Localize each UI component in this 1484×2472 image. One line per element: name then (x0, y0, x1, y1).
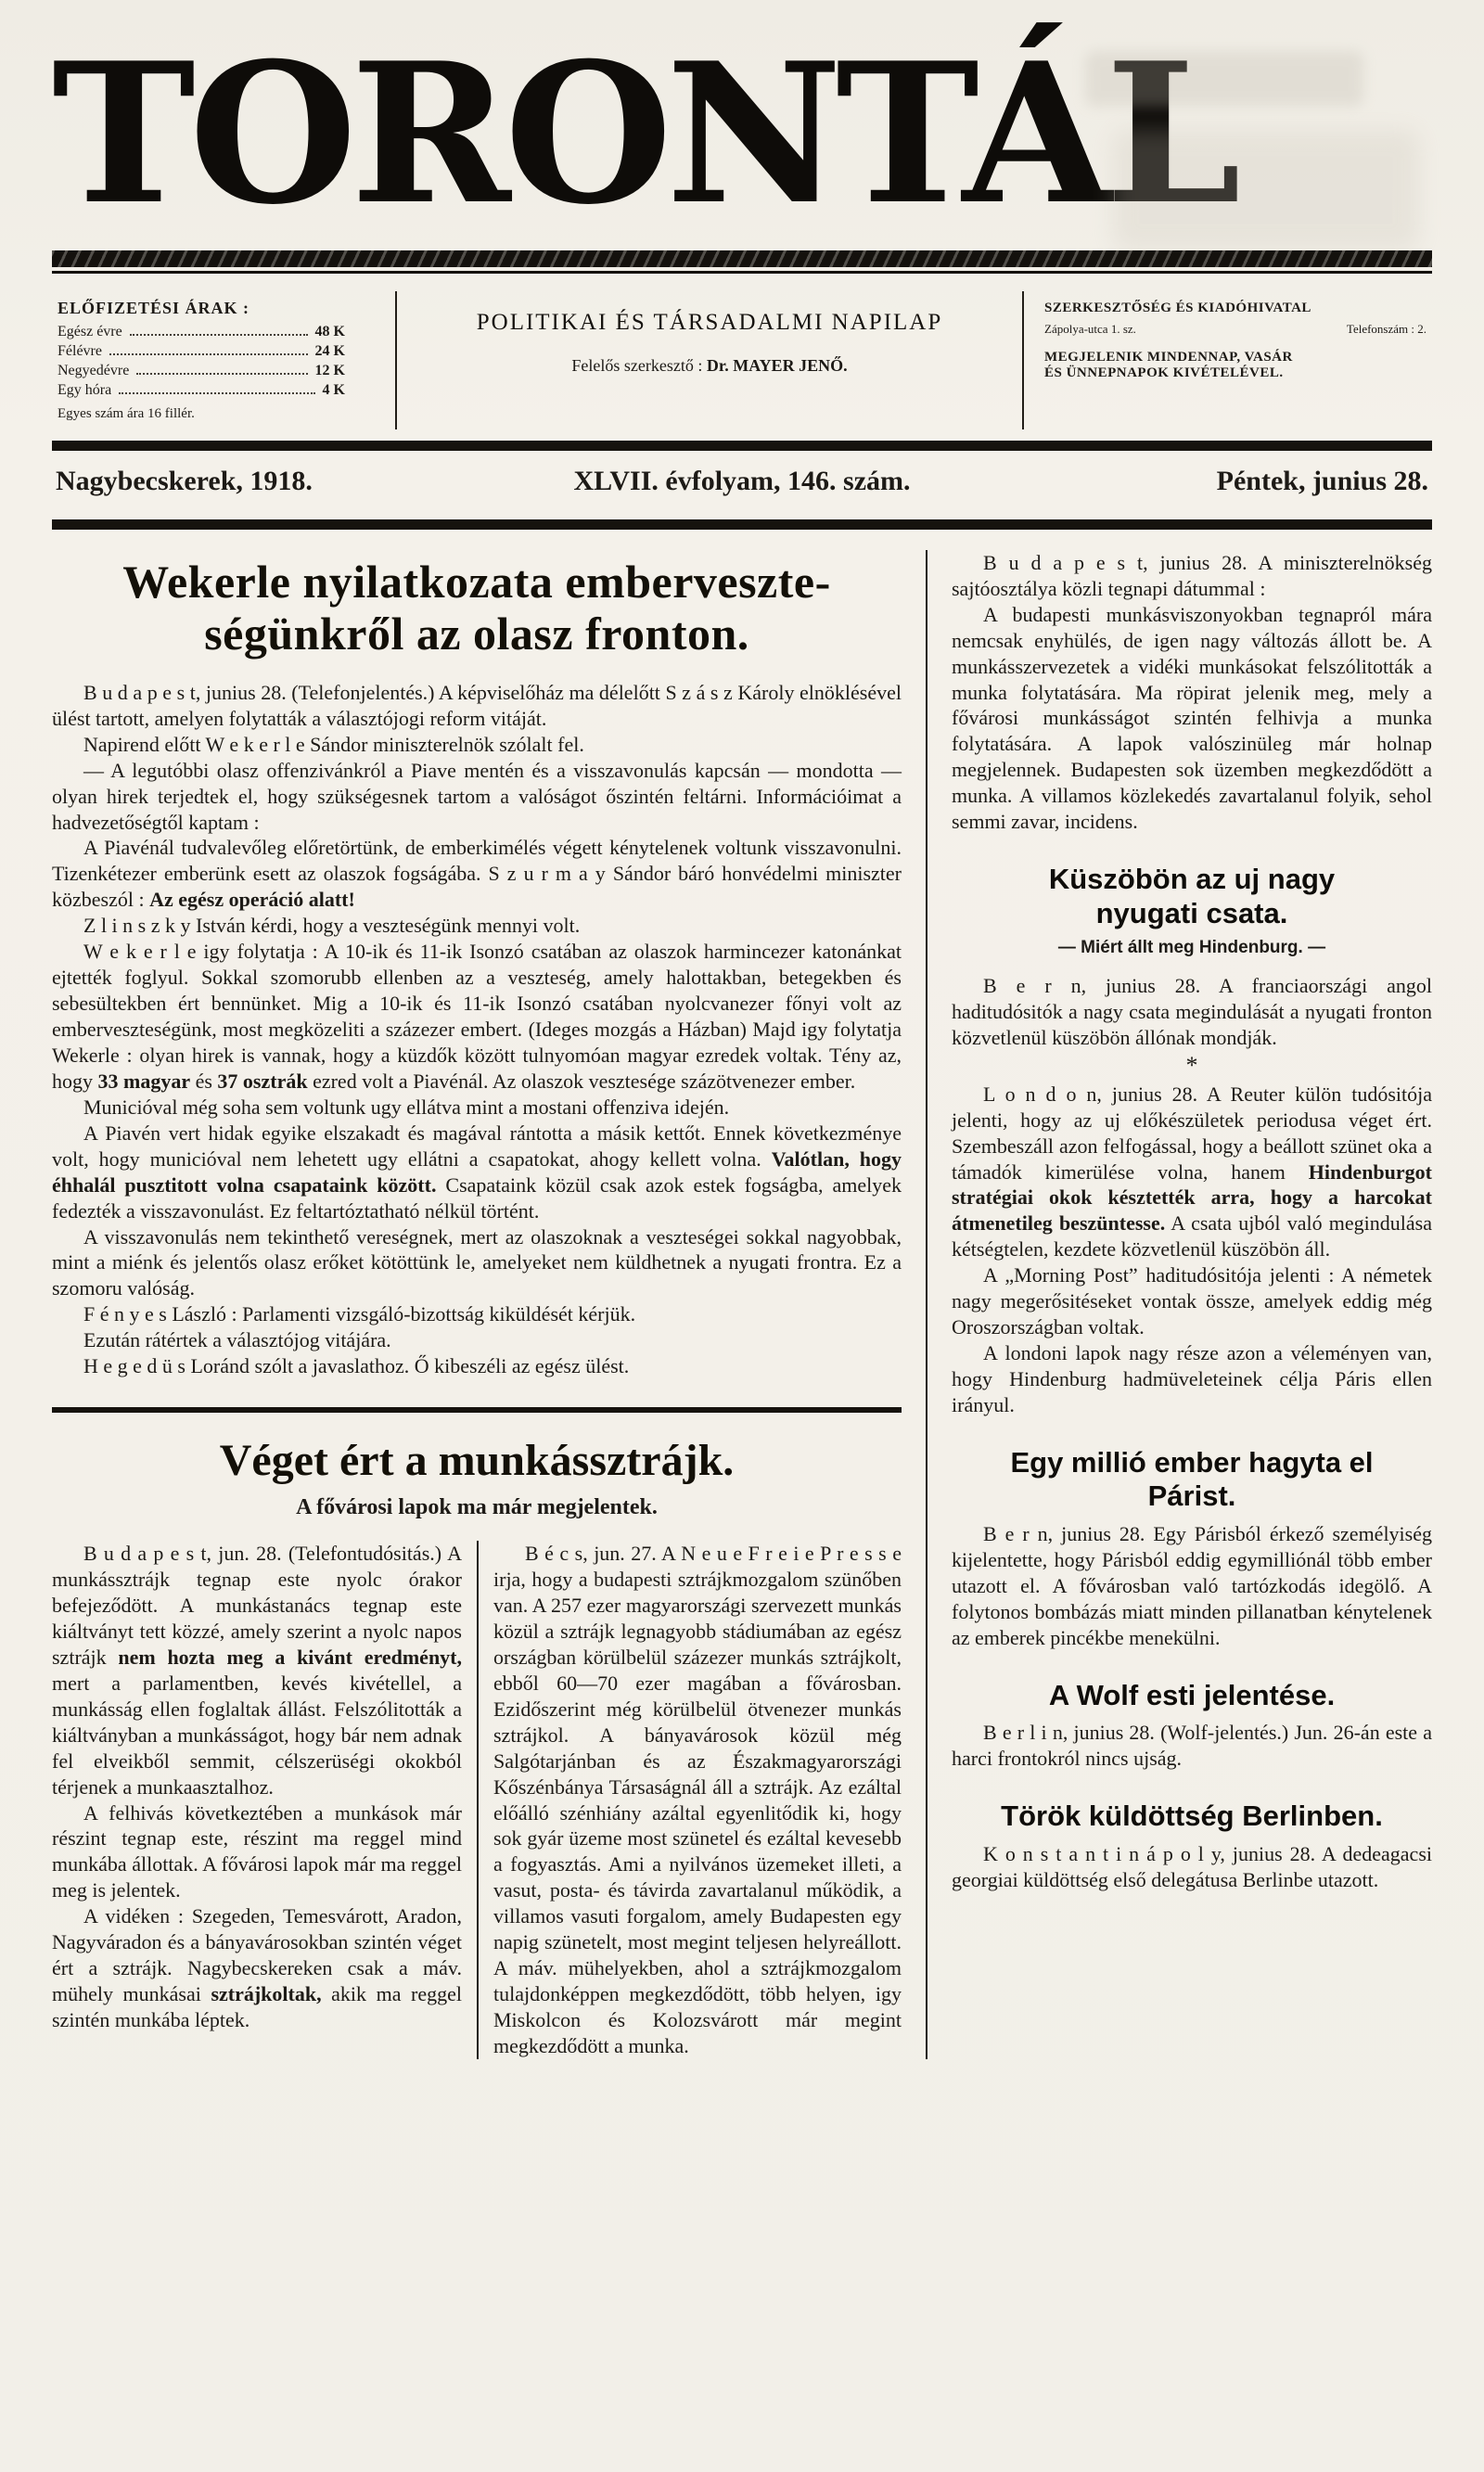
section-paris-exodus (952, 1446, 1432, 1651)
emphasized-text: nem hozta meg a kivánt eredményt, (118, 1645, 462, 1669)
editor-line (419, 356, 1000, 376)
paragraph (52, 732, 902, 758)
text-run: Municióval még soha sem voltunk ugy ellátva mint a mostani offenziva idején. (83, 1095, 730, 1119)
text-run: A Piavénál tudvalevőleg előretörtünk, de emberkimélés végett kénytelenek voltunk visszavonulni. Tizenkétezer emberünk esett az olaszok fogságába. S z u r m a y Sándor báró honvédelmi miniszter közbeszól : (52, 836, 902, 912)
article-strike (52, 1435, 902, 2059)
divider-rule (52, 441, 1432, 451)
text-run: A vidéken : Szegeden, Temesvárott, Aradon, Nagyváradon és a bányavárosokban szintén véget ért a sztrájk. Nagybecskereken csak a máv. mühely munkásai (52, 1904, 462, 2006)
article-title-line: Wekerle nyilatkozata emberveszte- (122, 555, 831, 608)
text-run: A „Morning Post” haditudósitója jelenti : A németek nagy megerősitéseket vontak össze, amelyek eddig még Oroszországban voltak. (952, 1263, 1432, 1339)
text-run: K o n s t a n t i n á p o l y, junius 28. A dedeagacsi georgiai küldöttség első delegátusa Berlinbe utazott. (952, 1841, 1432, 1891)
price-label: Egész évre (58, 323, 122, 339)
section-turkish-delegation (952, 1800, 1432, 1892)
emphasized-text: sztrájkoltak, (211, 1982, 322, 2006)
article-subtitle: A fővárosi lapok ma már megjelentek. (296, 1495, 658, 1520)
single-copy-price: Egyes szám ára 16 fillér. (58, 405, 195, 421)
paragraph (52, 758, 902, 836)
paragraph (952, 1082, 1432, 1263)
price-label: Egy hóra (58, 381, 112, 398)
price-value: 24 K (314, 342, 345, 359)
paragraph (952, 973, 1432, 1051)
text-run: Csapataink közül csak azok estek fogságba, amelyek fedezték a visszavonulást. Ez feltartóztatható nélkül történt. (52, 1172, 902, 1223)
article-columns (52, 1541, 902, 2059)
text-run: ezred volt a Piavénál. Az olaszok vesztesége százötvenezer ember. (307, 1069, 856, 1093)
main-column (52, 550, 926, 2059)
text-run: B é c s, jun. 27. A N e u e F r e i e P r e s s e irja, hogy a budapesti sztrájkmozgalom szünőben van. A 257 ezer magyarországi szervezett munkás közül a sztrájk legnagyobb stádiumában az egész országban körülbelül százezer munkás sztrájkolt, ebből 60—70 ezer magában a fővárosban. Ezidőszerint még körülbelül ötvenezer munkás sztrájkol. A bányavárosok közül még Salgótarjánban és az Északmagyarországi Kőszénbánya Társaságnál áll a sztrájk. Az ezáltal előálló szénhiány azáltal egyenlitődik ki, hogy sok gyár üzeme most szünetel és ezáltal kevesebb a fogyasztás. Ami a nyilvános üzemeket illeti, a vasut, posta- és távirda zavartalanul működik, a villamos vasuti forgalom, amely Budapesten egy napig szünetelt, most megint teljesen helyreállott. A máv. mühelyekben, ahol a sztrájkmozgalom tulajdonképpen megkezdődött, több helyen, igy Miskolcon és Kolozsvárott már megint megkezdődött a munka. (493, 1542, 902, 2057)
emphasized-text: 37 osztrák (217, 1069, 308, 1093)
price-label: Félévre (58, 342, 102, 359)
dateline (52, 451, 1432, 508)
text-run: Napirend előtt W e k e r l e Sándor miniszterelnök szólalt fel. (83, 732, 584, 756)
text-run: A londoni lapok nagy része azon a véleményen van, hogy Hindenburg hadmüveleteinek célja Páris ellen irányul. (952, 1341, 1432, 1416)
section-body (952, 973, 1432, 1418)
emphasized-text: Az egész operáció alatt! (149, 888, 355, 912)
text-run: Z l i n s z k y István kérdi, hogy a veszteségünk mennyi volt. (83, 914, 581, 938)
text-run: B u d a p e s t, junius 28. (Telefonjelentés.) A képviselőház ma délelőtt S z á s z Károly elnöklésével ülést tartott, amelyen folytatták a választójogi reform vitáját. (52, 680, 902, 730)
text-run: A csata ujból való megindulása kétségtelen, kezdete közvetlenül küszöbön áll. (952, 1211, 1432, 1262)
header-info-row (52, 291, 1432, 429)
paragraph (493, 1541, 902, 2059)
office-address-line (1044, 322, 1426, 337)
emphasized-text: Valótlan, hogy éhhalál pusztitott volna csapataink között. (52, 1146, 902, 1197)
paragraph (52, 1903, 462, 2033)
text-run: A Piavén vert hidak egyike elszakadt és magával rántotta a másik kettőt. Ennek következménye volt, hogy municióval nem lehetett ugy ellátni a csapatokat, ahogy kellett volna. (52, 1121, 902, 1171)
masthead-ornament-rule (52, 250, 1432, 267)
paragraph (52, 1541, 462, 1800)
paragraph (52, 913, 902, 939)
price-value: 48 K (314, 323, 345, 339)
dot-leader (119, 392, 314, 394)
divider-rule (52, 519, 1432, 530)
paper-type-box (395, 291, 1024, 429)
paragraph (52, 939, 902, 1095)
masthead-title: TORONTÁL (52, 21, 1235, 248)
price-label: Negyedévre (58, 362, 130, 378)
price-value: 12 K (314, 362, 345, 378)
article-title-line: ségünkről az olasz fronton. (204, 607, 749, 660)
office-address: Zápolya-utca 1. sz. (1044, 321, 1136, 336)
text-run: mert a parlamentben, kevés kivétellel, a munkásság ellen foglaltak állást. Felszólitották a kiáltványban a munkásságot, hogy bár nem adnak fel elveikből semmit, célszerüségi okokból térjenek a munkaasztalhoz. (52, 1671, 462, 1799)
paragraph (52, 1800, 462, 1904)
scan-artifact (1085, 51, 1363, 107)
dot-leader (130, 334, 308, 336)
paragraph (52, 1121, 902, 1224)
section-wolf-report (952, 1679, 1432, 1772)
price-value: 4 K (322, 381, 345, 398)
text-run: B e r l i n, junius 28. (Wolf-jelentés.) Jun. 26-án este a harci frontokról nincs ujság. (952, 1721, 1432, 1771)
office-phone: Telefonszám : 2. (1346, 321, 1426, 336)
subscription-title: ELŐFIZETÉSI ÁRAK : (58, 298, 250, 317)
paragraph (52, 835, 902, 913)
paragraph (952, 602, 1432, 835)
article-title: Véget ért a munkássztrájk. (219, 1436, 735, 1486)
emphasized-text: Hindenburgot stratégiai okok késztették arra, hogy a harcokat átmenetileg beszüntesse. (952, 1159, 1432, 1236)
article-wekerle (52, 556, 902, 1379)
text-run: B e r n, junius 28. Egy Párisból érkező személyiség kijelentette, hogy Párisból eddig egymilliónál több ember utazott el. A fővárosban való tartózkodás idegölő. A folytonos bombázás miatt minden pillanatban kénytelenek az emberek pincékbe menekülni. (952, 1522, 1432, 1649)
paragraph (952, 1521, 1432, 1651)
paper-type-line: POLITIKAI ÉS TÁRSADALMI NAPILAP (476, 309, 943, 335)
paragraph (52, 1095, 902, 1121)
text-run: L o n d o n, junius 28. A Reuter külön tudósitója jelenti, hogy az uj előkészületek periodusa véget ért. Szembeszáll azon felfogással, hogy a beállott szünet oka a támadók kimerülése volna, hanem (952, 1082, 1432, 1184)
subscription-box (52, 291, 395, 429)
text-run: H e g e d ü s Loránd szólt a javaslathoz. Ő kibeszéli az egész ülést. (83, 1354, 630, 1378)
section-body (952, 1841, 1432, 1893)
section-headline: A Wolf esti jelentése. (1048, 1678, 1336, 1711)
article-subcolumn-left (52, 1541, 477, 2059)
section-headline: Egy millió ember hagyta el Párist. (1010, 1445, 1374, 1513)
star-separator: * (1185, 1052, 1198, 1080)
section-body (952, 1521, 1432, 1651)
price-row (58, 382, 345, 399)
paragraph (52, 1224, 902, 1302)
article-subcolumn-right (477, 1541, 902, 2059)
paragraph (952, 1262, 1432, 1340)
text-run: — A legutóbbi olasz offenzivánkról a Piave mentén és a visszavonulás kapcsán — mondotta — olyan hirek terjedtek el, hogy szükségesnek tartom a valóságot őszintén feltárni. Információimat a hadvezetőségtől kaptam : (52, 758, 902, 834)
emphasized-text: 33 magyar (97, 1069, 191, 1093)
paragraph (52, 680, 902, 732)
scan-artifact (1113, 130, 1419, 250)
text-run: B u d a p e s t, junius 28. A miniszterelnökség sajtóosztálya közli tegnapi dátummal : (952, 550, 1432, 600)
text-run: akik ma reggel szintén munkába léptek. (52, 1982, 462, 2032)
text-run: W e k e r l e igy folytatja : A 10-ik és 11-ik Isonzó csatában az olaszok harmincezer katonánkat ejtették foglyul. Sokkal szomorubb ellenben az a veszteség, amely halottakban, betegekben és sebesültekben ért bennünket. Mig a 10-ik és 11-ik Isonzó csatában nyolcvanezer főnyi volt az emberveszteségünk, most megközeliti a százezer embert. (Ideges mozgás a Házban) Majd igy folytatja Wekerle : olyan hirek is vannak, hogy a küzdők között tulnyomóan magyar ezredek voltak. Tény az, hogy (52, 940, 902, 1093)
text-run: Ezután rátértek a választójog vitájára. (83, 1328, 391, 1352)
article-body (52, 680, 902, 1379)
article-title (52, 556, 902, 660)
section-subheadline: — Miért állt meg Hindenburg. — (1057, 938, 1326, 958)
article-divider-rule (52, 1407, 902, 1413)
content-area (52, 550, 1432, 2059)
text-run: A budapesti munkásviszonyokban tegnapról mára nemcsak enyhülés, de igen nagy változás állott be. A munkásszervezetek a vidéki munkásokat felszólitották a munka folytatására. Ma röpirat jelenik meg, mely a fővárosi munkásságot szintén felhivja a munka folytatására. A lapok valószinüleg már holnap megjelennek. Budapesten sok üzemben megkezdődött a munka. A villamos közlekedés zavartalanul folyik, sehol semmi zavar, incidens. (952, 602, 1432, 834)
text-run: B e r n, junius 28. A franciaországi angol haditudósitók a nagy csata megindulását a nyugati fronton közvetlenül küszöbön állónak mondják. (952, 974, 1432, 1050)
publication-schedule-line1: MEGJELENIK MINDENNAP, VASÁR (1044, 349, 1293, 365)
ministry-statement (952, 550, 1432, 835)
price-row (58, 324, 345, 340)
office-title: SZERKESZTŐSÉG ÉS KIADÓHIVATAL (1044, 300, 1311, 315)
dot-leader (136, 373, 307, 375)
dot-leader (109, 353, 308, 355)
paragraph (952, 1841, 1432, 1893)
price-row (58, 343, 345, 360)
text-run: és (190, 1069, 218, 1093)
editor-label: Felelős szerkesztő : (571, 355, 707, 375)
text-run: B u d a p e s t, jun. 28. (Telefontudósitás.) A munkássztrájk tegnap este nyolc órakor befejeződött. A munkástanács tegnap este kiáltványt tett közzé, amely szerint a nyolc napos sztrájk (52, 1542, 462, 1669)
text-run: A felhivás következtében a munkások már részint tegnap este, részint ma reggel mind munkába állottak. A fővárosi lapok már ma reggel meg is jelentek. (52, 1800, 462, 1902)
side-column (926, 550, 1432, 2059)
publication-schedule-line2: ÉS ÜNNEPNAPOK KIVÉTELÉVEL. (1044, 365, 1284, 380)
paragraph (52, 1353, 902, 1379)
paragraph (952, 1720, 1432, 1772)
section-western-battle (952, 863, 1432, 1418)
editor-name: Dr. MAYER JENŐ. (706, 355, 848, 375)
text-run: A visszavonulás nem tekinthető vereségnek, mert az olaszoknak a veszteségei sokkal nagyobbak, mint a miénk és jelentős olasz erőket kötöttünk le, amelyeket nem küldhetnek a nyugati frontra. Ez a szomoru valóság. (52, 1224, 902, 1300)
paragraph (52, 1327, 902, 1353)
section-headline: Török küldöttség Berlinben. (1001, 1800, 1383, 1833)
price-row (58, 363, 345, 379)
text-run: F é n y e s László : Parlamenti vizsgáló-bizottság kiküldését kérjük. (83, 1302, 636, 1326)
section-body (952, 1720, 1432, 1772)
dateline-date: Péntek, junius 28. (1216, 465, 1428, 496)
dateline-place: Nagybecskerek, 1918. (56, 465, 313, 496)
paragraph (52, 1301, 902, 1327)
office-box (1024, 291, 1432, 429)
paragraph (952, 1340, 1432, 1418)
section-headline: Küszöbön az uj nagy nyugati csata. (1048, 863, 1336, 929)
dateline-issue: XLVII. évfolyam, 146. szám. (573, 465, 911, 496)
paragraph (952, 550, 1432, 602)
